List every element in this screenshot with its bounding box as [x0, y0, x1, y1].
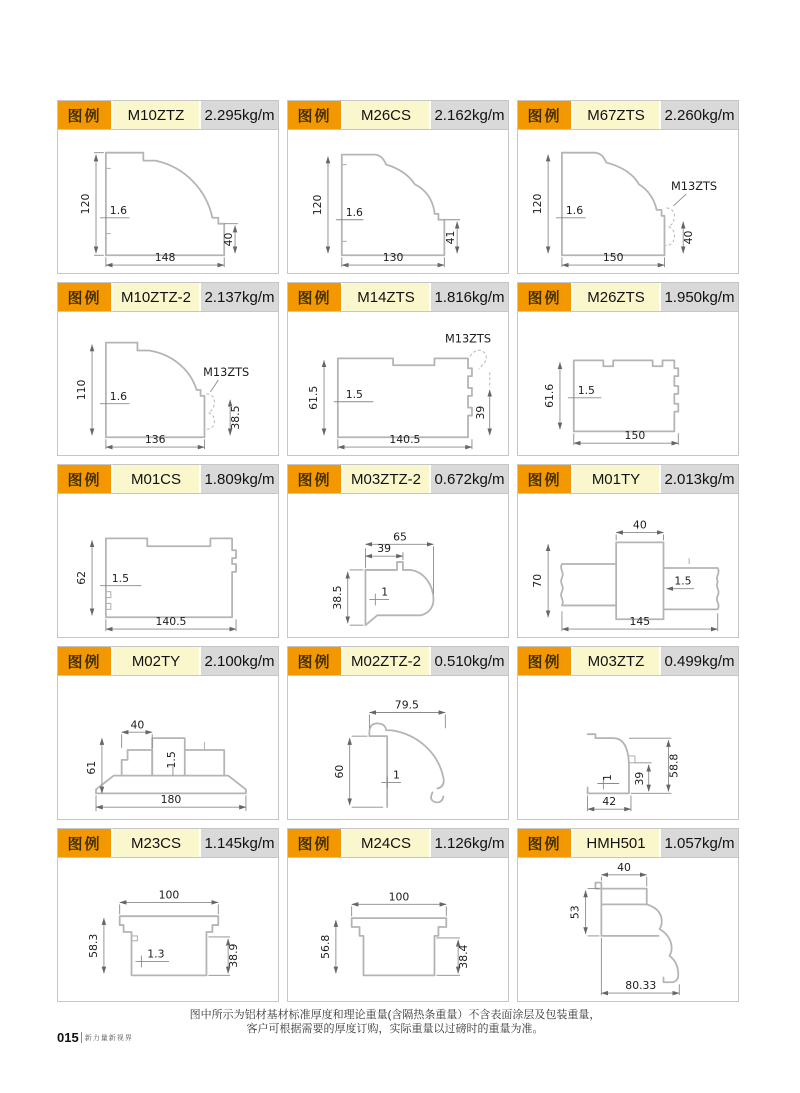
cell-header — [518, 465, 738, 494]
dim-label: 60 — [332, 764, 346, 779]
legend-label: 图例 — [518, 465, 573, 493]
dim-label: 39 — [632, 771, 646, 785]
drawing-area — [518, 676, 738, 819]
profile-cell-m26cs — [287, 100, 509, 274]
cell-header — [288, 283, 508, 312]
dim-label: 40 — [632, 518, 647, 532]
profile-drawing — [518, 859, 738, 1001]
drawing-area — [58, 494, 278, 637]
weight-value: 2.260kg/m — [661, 101, 738, 129]
weight-value: 0.499kg/m — [661, 647, 738, 675]
mating-profile-dashed — [470, 350, 486, 369]
dim-label: 40 — [130, 717, 145, 731]
model-name: M26CS — [343, 101, 431, 129]
profile-drawing — [288, 859, 508, 1001]
drawing-area — [518, 312, 738, 455]
dim-label: 38.9 — [227, 943, 241, 968]
model-name: M02TY — [113, 647, 201, 675]
profile-cell-m01ty — [517, 464, 739, 638]
profile-left-arm — [561, 564, 616, 605]
dim-label: 145 — [629, 614, 651, 628]
model-name: M24CS — [343, 829, 431, 857]
footer-note-line2: 客户可根据需要的厚度订购，实际重量以过磅时的重量为准。 — [246, 1023, 544, 1035]
weight-value: 1.145kg/m — [201, 829, 278, 857]
profile-outline — [601, 888, 658, 935]
model-name: M01CS — [113, 465, 201, 493]
annotation-label: M13ZTS — [671, 178, 718, 193]
dim-label: 58.8 — [667, 753, 681, 778]
profile-cell-m02ztz-2 — [287, 646, 509, 820]
dim-label: 1.5 — [164, 750, 178, 768]
dim-label: 56.8 — [318, 934, 332, 959]
drawing-area — [58, 130, 278, 273]
dim-label: 53 — [568, 904, 582, 919]
dim-label: 39 — [377, 541, 392, 555]
model-name: M03ZTZ — [573, 647, 661, 675]
profile-drawing — [288, 131, 508, 273]
model-name: M02ZTZ-2 — [343, 647, 431, 675]
dim-label: 40 — [682, 230, 696, 244]
drawing-area — [58, 676, 278, 819]
weight-value: 2.162kg/m — [431, 101, 508, 129]
dim-label: 1.5 — [577, 383, 595, 397]
legend-label: 图例 — [518, 647, 573, 675]
dim-label: 140.5 — [155, 614, 187, 628]
profile-cell-m10ztz — [57, 100, 279, 274]
model-name: HMH501 — [573, 829, 661, 857]
drawing-area — [518, 130, 738, 273]
dim-label: 150 — [624, 428, 646, 442]
model-name: M67ZTS — [573, 101, 661, 129]
weight-value: 0.672kg/m — [431, 465, 508, 493]
dim-label: 100 — [388, 889, 410, 903]
annotation-label: M13ZTS — [203, 364, 250, 379]
profile-hook — [431, 792, 443, 802]
model-name: M03ZTZ-2 — [343, 465, 431, 493]
model-name: M23CS — [113, 829, 201, 857]
dim-label: 136 — [144, 432, 166, 446]
profile-cell-m01cs — [57, 464, 279, 638]
legend-label: 图例 — [518, 101, 573, 129]
weight-value: 2.013kg/m — [661, 465, 738, 493]
dim-label: 150 — [602, 250, 624, 264]
mating-profile-dashed — [665, 207, 674, 244]
profile-curve — [647, 904, 679, 982]
weight-value: 1.126kg/m — [431, 829, 508, 857]
dim-label: 62 — [75, 570, 89, 585]
legend-label: 图例 — [518, 283, 573, 311]
dim-label: 61.6 — [543, 383, 557, 408]
dim-label: 130 — [382, 250, 404, 264]
cell-header — [58, 647, 278, 676]
profile-drawing — [58, 495, 278, 637]
page-number: 015 — [57, 1030, 79, 1045]
cell-header — [58, 283, 278, 312]
drawing-area — [518, 858, 738, 1001]
dim-label: 40 — [617, 860, 631, 874]
profile-drawing — [58, 131, 278, 273]
profile-drawing — [288, 677, 508, 819]
weight-value: 0.510kg/m — [431, 647, 508, 675]
drawing-area — [58, 858, 278, 1001]
weight-value: 2.100kg/m — [201, 647, 278, 675]
profile-cell-m03ztz — [517, 646, 739, 820]
cell-header — [288, 465, 508, 494]
dim-label: 140.5 — [389, 432, 421, 446]
profile-right-bar — [185, 749, 224, 775]
dim-label: 120 — [79, 193, 93, 214]
dim-label: 148 — [154, 250, 176, 264]
dim-label: 41 — [444, 230, 458, 244]
model-name: M10ZTZ — [113, 101, 201, 129]
legend-label: 图例 — [58, 101, 113, 129]
profile-cell-m02ty — [57, 646, 279, 820]
dim-label: 65 — [393, 529, 407, 543]
profile-drawing — [518, 677, 738, 819]
legend-label: 图例 — [518, 829, 573, 857]
profile-cell-hmh501 — [517, 828, 739, 1002]
page-footer — [57, 1030, 133, 1045]
dim-label: 1 — [601, 773, 615, 781]
profile-drawing — [518, 495, 738, 637]
drawing-area — [288, 858, 508, 1001]
dim-label: 180 — [160, 792, 182, 806]
profile-drawing — [58, 677, 278, 819]
profile-outline — [120, 916, 219, 975]
profile-cell-m03ztz-2 — [287, 464, 509, 638]
dim-label: 79.5 — [394, 698, 419, 712]
dim-label: 1.5 — [111, 571, 130, 585]
cell-header — [288, 101, 508, 130]
profile-left-tab — [122, 749, 153, 775]
dim-label: 1.3 — [147, 947, 165, 961]
dim-label: 1.6 — [109, 389, 128, 403]
legend-label: 图例 — [58, 465, 113, 493]
profile-outline — [588, 734, 629, 793]
profile-drawing — [58, 859, 278, 1001]
legend-label: 图例 — [58, 283, 113, 311]
dim-label: 1.5 — [345, 387, 363, 401]
legend-label: 图例 — [288, 829, 343, 857]
dim-label: 1 — [381, 585, 389, 599]
profile-cell-m10ztz-2 — [57, 282, 279, 456]
drawing-area — [288, 494, 508, 637]
profile-catalog-grid — [57, 100, 733, 1002]
cell-header — [518, 829, 738, 858]
profile-outline — [616, 542, 663, 619]
profile-cell-m67zts — [517, 100, 739, 274]
profile-drawing — [58, 313, 278, 455]
footer-note-line1: 图中所示为铝材基材标准厚度和理论重量(含隔热条重量）不含表面涂层及包装重量， — [189, 1009, 601, 1021]
dim-label: 40 — [222, 232, 236, 246]
profile-nub — [629, 755, 635, 762]
cell-header — [518, 647, 738, 676]
legend-label: 图例 — [288, 465, 343, 493]
weight-value: 2.137kg/m — [201, 283, 278, 311]
footer-tagline: 新力量新视界 — [84, 1034, 133, 1042]
annotation-label: M13ZTS — [444, 331, 492, 346]
weight-value: 2.295kg/m — [201, 101, 278, 129]
dim-label: 1 — [393, 768, 400, 782]
dim-label: 61 — [85, 760, 99, 775]
legend-label: 图例 — [288, 283, 343, 311]
footer-note — [57, 1008, 733, 1036]
profile-cell-m23cs — [57, 828, 279, 1002]
profile-hook — [595, 882, 601, 904]
model-name: M14ZTS — [343, 283, 431, 311]
dim-label: 61.5 — [307, 385, 321, 410]
dim-label: 39 — [473, 405, 487, 419]
dim-label: 1.6 — [345, 205, 363, 219]
profile-drawing — [288, 313, 508, 455]
dim-label: 120 — [531, 193, 545, 214]
dim-label: 1.6 — [565, 203, 584, 217]
profile-drawing — [518, 313, 738, 455]
dim-label: 120 — [311, 194, 325, 215]
footer-divider — [81, 1032, 82, 1043]
cell-header — [58, 465, 278, 494]
weight-value: 1.809kg/m — [201, 465, 278, 493]
profile-base — [96, 775, 246, 793]
cell-header — [288, 829, 508, 858]
cell-header — [58, 101, 278, 130]
dim-label: 1.5 — [674, 574, 692, 588]
dim-label: 58.3 — [87, 933, 100, 958]
legend-label: 图例 — [58, 647, 113, 675]
profile-cell-m14zts — [287, 282, 509, 456]
cell-header — [518, 101, 738, 130]
legend-label: 图例 — [288, 101, 343, 129]
dim-label: 42 — [602, 794, 617, 808]
drawing-area — [288, 676, 508, 819]
profile-drawing — [518, 131, 738, 273]
profile-outline — [369, 723, 443, 807]
dim-label: 1.6 — [109, 203, 128, 217]
dim-label: 70 — [531, 573, 545, 588]
dim-label: 38.4 — [457, 944, 471, 969]
mating-profile-dashed — [205, 393, 214, 429]
profile-cell-m24cs — [287, 828, 509, 1002]
profile-outline — [365, 562, 433, 625]
dim-label: 80.33 — [625, 978, 657, 992]
weight-value: 1.950kg/m — [661, 283, 738, 311]
profile-cell-m26zts — [517, 282, 739, 456]
dim-label: 38.5 — [330, 584, 344, 610]
dim-label: 100 — [158, 887, 180, 901]
weight-value: 1.816kg/m — [431, 283, 508, 311]
weight-value: 1.057kg/m — [661, 829, 738, 857]
model-name: M26ZTS — [573, 283, 661, 311]
model-name: M01TY — [573, 465, 661, 493]
drawing-area — [518, 494, 738, 637]
cell-header — [288, 647, 508, 676]
profile-drawing — [288, 495, 508, 637]
dim-label: 38.5 — [229, 404, 242, 430]
drawing-area — [288, 130, 508, 273]
drawing-area — [58, 312, 278, 455]
cell-header — [58, 829, 278, 858]
model-name: M10ZTZ-2 — [113, 283, 201, 311]
cell-header — [518, 283, 738, 312]
drawing-area — [288, 312, 508, 455]
dim-label: 110 — [75, 379, 89, 400]
legend-label: 图例 — [288, 647, 343, 675]
profile-outline — [352, 918, 447, 975]
legend-label: 图例 — [58, 829, 113, 857]
